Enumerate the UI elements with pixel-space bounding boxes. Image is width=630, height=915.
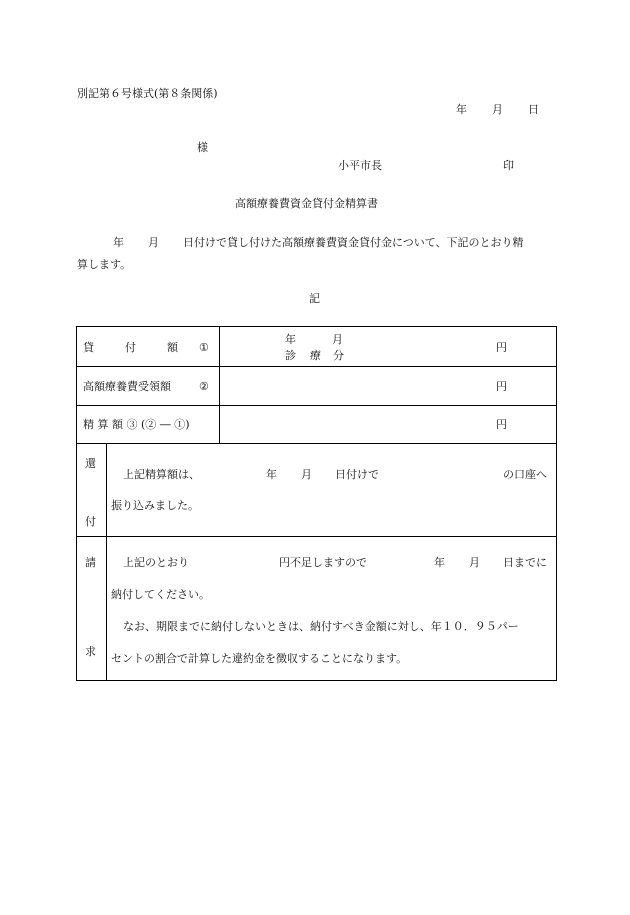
- refund-line1-start: 上記精算額は、: [123, 468, 200, 481]
- row-received-label-cell: [77, 367, 220, 406]
- loan-label-char-2: 付: [125, 341, 136, 354]
- claim-shortfall: 円不足しますので: [279, 556, 367, 569]
- settlement-yen-unit: 円: [496, 418, 507, 431]
- refund-line2: 振り込みました。: [111, 499, 199, 512]
- row-settlement-value-cell: [220, 406, 556, 444]
- intro-line1: 日付けで貸し付けた高額療養費資金貸付金について、下記のとおり精: [183, 236, 524, 249]
- loan-month: 月: [332, 333, 343, 346]
- form-number: 別記第６号様式(第８条関係): [77, 87, 218, 100]
- treatment-char-3: 分: [333, 349, 344, 362]
- loan-year: 年: [285, 333, 296, 346]
- date-month: 月: [492, 103, 503, 116]
- received-label: 高額療養費受領額: [83, 380, 171, 393]
- intro-year: 年: [113, 236, 124, 249]
- claim-content-cell: [107, 537, 556, 680]
- date-year: 年: [456, 103, 467, 116]
- treatment-char-1: 診: [285, 349, 296, 362]
- intro-month: 月: [148, 236, 159, 249]
- claim-side-bottom: 求: [85, 645, 96, 658]
- received-label-num: ②: [199, 380, 209, 393]
- refund-year: 年: [266, 468, 277, 481]
- issuer-name: 小平市長: [338, 159, 382, 172]
- treatment-char-2: 療: [310, 349, 321, 362]
- document-title: 高額療養費資金貸付金精算書: [235, 197, 378, 210]
- claim-line3: なお、期限までに納付しないときは、納付すべき金額に対し、年１０．９５パー: [123, 620, 519, 633]
- claim-line2: 納付してください。: [111, 588, 210, 601]
- claim-year: 年: [434, 556, 445, 569]
- claim-deadline: 日までに: [503, 556, 547, 569]
- claim-line4: セントの割合で計算した違約金を徴収することになります。: [111, 652, 408, 665]
- addressee-suffix: 様: [197, 141, 208, 154]
- loan-label-char-1: 貸: [83, 341, 94, 354]
- settlement-label: 精 算 額 ③ (② ― ①): [83, 418, 190, 431]
- claim-side-top: 請: [85, 556, 96, 569]
- row-received-value-cell: [220, 367, 556, 406]
- received-yen-unit: 円: [496, 380, 507, 393]
- claim-side-cell: [77, 537, 107, 680]
- seal-mark: 印: [503, 159, 514, 172]
- loan-label-num: ①: [199, 341, 209, 354]
- date-day: 日: [528, 103, 539, 116]
- refund-side-top: 還: [85, 457, 96, 470]
- loan-label-char-3: 額: [167, 341, 178, 354]
- row-settlement-label-cell: [77, 406, 220, 444]
- row-loan-value-cell: [220, 327, 556, 367]
- refund-day-text: 日付けで: [335, 468, 379, 481]
- ki-heading: 記: [309, 292, 320, 305]
- refund-side-bottom: 付: [85, 515, 96, 528]
- loan-yen-unit: 円: [496, 341, 507, 354]
- refund-content-cell: [107, 444, 556, 537]
- claim-line1-start: 上記のとおり: [123, 556, 189, 569]
- row-loan-label-cell: [77, 327, 220, 367]
- claim-month: 月: [469, 556, 480, 569]
- settlement-table: [76, 326, 557, 681]
- intro-line2: 算します。: [77, 258, 132, 271]
- refund-side-cell: [77, 444, 107, 537]
- refund-account: の口座へ: [503, 468, 547, 481]
- refund-month: 月: [301, 468, 312, 481]
